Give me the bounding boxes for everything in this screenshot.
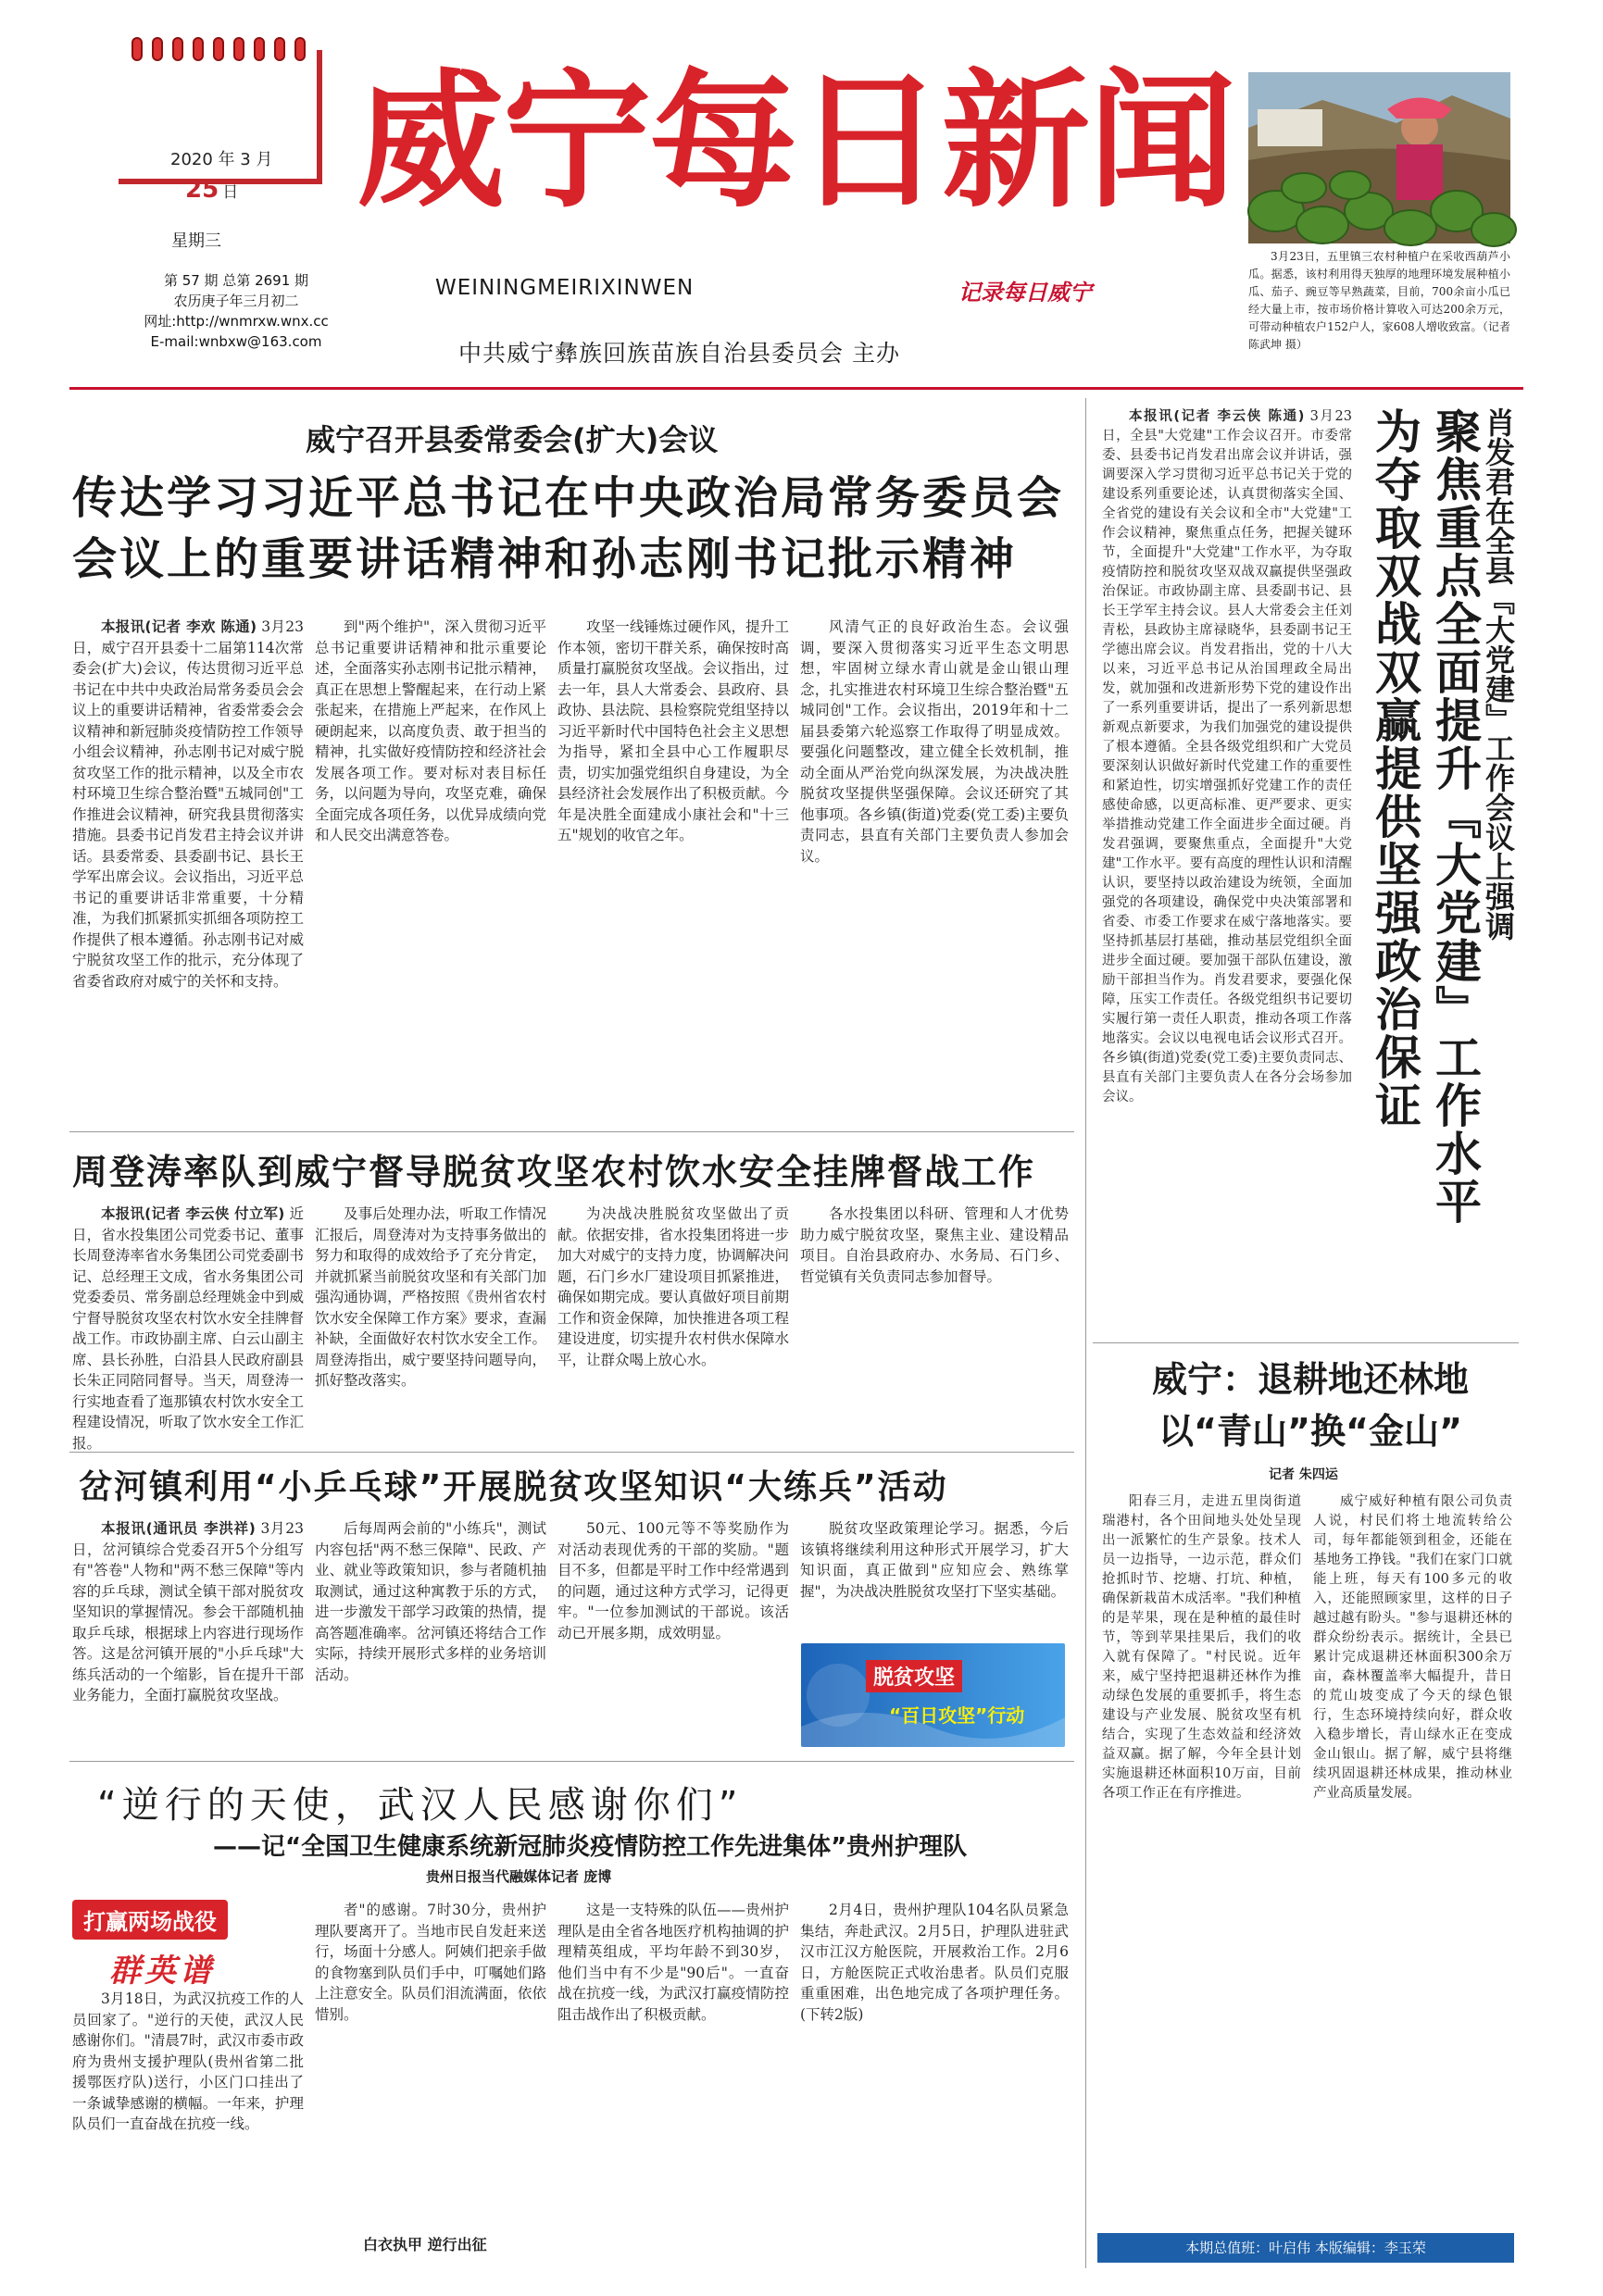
header-photo [1248, 72, 1510, 243]
footer-editors: 本期总值班：叶启伟 本版编辑：李玉荣 [1097, 2233, 1514, 2263]
email-link[interactable]: E-mail:wnbxw@163.com [150, 333, 322, 350]
article3-byline: 本报讯(通讯员 李洪祥) [101, 1520, 256, 1537]
article4-title: “逆行的天使，武汉人民感谢你们” [97, 1784, 744, 1827]
banner-subtitle: “百日攻坚”行动 [889, 1704, 1025, 1727]
lead-byline: 本报讯(记者 李欢 陈通) [101, 618, 257, 635]
article2-col-4: 各水投集团以科研、管理和人才优势助力威宁脱贫攻坚，聚焦主业、建设精品项目。自治县政府办、水务局、石门乡、哲觉镇有关负责同志参加督导。 [800, 1205, 1069, 1285]
lunar-date: 农历庚子年三月初二 [173, 293, 299, 309]
calendar-ring-icon [213, 37, 224, 61]
lead-col-4: 风清气正的良好政治生态。会议强调，要深入贯彻落实习近平生态文明思想，牢固树立绿水青山就是金山银山理念，扎实推进农村环境卫生综合整治暨"五城同创"工作。会议指出，2019年和十二届县委第六轮巡察工作取得了明显成效。要强化问题整改，建立健全长效机制，推动全面从严治党向纵深发展，为决战决胜脱贫攻坚提供坚强保障。会议还研究了其他事项。各乡镇(街道)党委(党工委)主要负责同志，县直有关部门主要负责人参加会议。 [800, 618, 1069, 865]
article4-byline: 贵州日报当代融媒体记者 庞博 [426, 1868, 612, 1885]
calendar-ring-icon [152, 37, 163, 61]
lead-col-2: 到"两个维护"，深入贯彻习近平总书记重要讲话精神和批示重要论述，全面落实孙志刚书记批示精神，真正在思想上警醒起来，在行动上紧张起来，在措施上严起来，在作风上硬朗起来，以高度负责、敢于担当的精神，扎实做好疫情防控和经济社会发展各项工作。要对标对表目标任务，以问题为导向，攻坚克难，确保全面完成各项任务，以优异成绩向党和人民交出满意答卷。 [315, 618, 546, 843]
lead-kicker: 威宁召开县委常委会(扩大)会议 [306, 422, 719, 457]
sidebar-bottom-title: 威宁：退耕地还林地 以“青山”换“金山” [1151, 1359, 1469, 1452]
article4-col-2: 者"的感谢。7时30分，贵州护理队要离开了。当地市民自发赶来送行，场面十分感人。阿姨们把亲手做的食物塞到队员们手中，叮嘱她们路上注意安全。队员们泪流满面，依依惜别。 [315, 1902, 546, 2023]
poverty-banner [801, 1643, 1065, 1747]
masthead-title: 威宁每日新闻 [357, 55, 1235, 228]
calendar-ring-icon [193, 37, 204, 61]
lead-col-3: 攻坚一线锤炼过硬作风，提升工作本领，密切干群关系，确保按时高质量打赢脱贫攻坚战。会议指出，过去一年，县人大常委会、县政府、县政协、县法院、县检察院党组坚持以习近平新时代中国特色社会主义思想为指导，紧扣全县中心工作履职尽责，切实加强党组织自身建设，为全县经济社会发展作出了积极贡献。今年是决胜全面建成小康社会和"十三五"规划的收官之年。 [557, 618, 789, 843]
section-divider [1093, 1342, 1519, 1343]
sidebar-title-b: 为夺取双战双赢提供坚强政治保证 [1368, 407, 1421, 1129]
heroes-badge [72, 1900, 294, 1990]
article3-col-3: 50元、100元等不等奖励作为对活动表现优秀的干部的奖励。"题目不多，但都是平时工作中经常遇到的问题，通过这种方式学习，记得更牢。"一位参加测试的干部说。该活动已开展多期，成效明显。 [557, 1520, 789, 1641]
sidebar-bottom-byline: 记者 朱四运 [1269, 1467, 1338, 1482]
calendar-ring-icon [274, 37, 285, 61]
calendar-weekday: 星期三 [171, 231, 221, 251]
website-link[interactable]: 网址:http://wnmrxw.wnx.cc [144, 313, 329, 330]
sidebar-body-upper: 本报讯(记者 李云侠 陈通) 3月23日，全县"大党建"工作会议召开。市委常委、县委书记肖发君出席会议并讲话，强调要深入学习贯彻习近平总书记关于党的建设系列重要论述，认真贯彻落实全国、全省党的建设有关会议和全市"大党建"工作会议精神，聚焦重点任务，把握关键环节，全面提升"大党建"工作水平，为夺取疫情防控和脱贫攻坚双战双赢提供坚强政治保证。市政协副主席、县委副书记、县长王学军主持会议。县人大常委会主任刘青松，县政协主席禄晓华，县委副书记王学德出席会议。肖发君指出，党的十八大以来，习近平总书记从治国理政全局出发，就加强和改进新形势下党的建设作出了一系列重要讲话，提出了一系列新思想新观点新要求，为我们加强党的建设提供了根本遵循。全县各级党组织和广大党员要深刻认识做好新时代党建工作的重要性和紧迫性，切实增强抓好党建工作的责任感使命感，以更高标准、更严要求、更实举措推动党建工作全面进步全面过硬。肖发君强调，要聚焦重点，全面提升"大党建"工作水平。要有高度的理性认识和清醒认识，要坚持以政治建设为统领，全面加强党的各项建设，确保党中央决策部署和省委、市委工作要求在威宁落地落实。要坚持抓基层打基础，推动基层党组织全面进步全面过硬。要加强干部队伍建设，激励干部担当作为。肖发君要求，要强化保障，压实工作责任。各级党组织书记要切实履行第一责任人职责，推动各项工作落地落实。会议以电视电话会议形式召开。各乡镇(街道)党委(党工委)主要负责同志、县直有关部门主要负责人在各分会场参加会议。 [1102, 409, 1353, 1104]
section-divider [69, 1452, 1074, 1453]
calendar-ring-icon [172, 37, 183, 61]
article4-col-4: 2月4日，贵州护理队104名队员紧急集结，奔赴武汉。2月5日，护理队进驻武汉市江汉方舱医院，开展救治工作。2月6日，方舱医院正式收治患者。队员们克服重重困难，出色地完成了各项护理任务。(下转2版) [800, 1902, 1069, 2023]
calendar-box [119, 50, 322, 204]
article2-title: 周登涛率队到威宁督导脱贫攻坚农村饮水安全挂牌督战工作 [72, 1152, 1036, 1192]
sidebar-title-a: 聚焦重点全面提升『大党建』工作水平 [1428, 407, 1482, 1226]
article3-col-2: 后每周两会前的"小练兵"，测试内容包括"两不愁三保障"、民政、产业、就业等政策知识，参与者随机抽取测试，通过这种寓教于乐的方式，进一步激发干部学习政策的热情，提高答题准确率。岔河镇还将结合工作实际，持续开展形式多样的业务培训活动。 [315, 1520, 546, 1683]
header-divider [69, 387, 1523, 390]
calendar-ring-icon [131, 37, 143, 61]
issue-info [125, 270, 347, 352]
sidebar-bottom-col-2: 威宁威好种植有限公司负责人说，村民们将土地流转给公司，每年都能领到租金，还能在基地务工挣钱。"我们在家门口就能上班，每天有100多元的收入，还能照顾家里，这样的日子越过越有盼头。"参与退耕还林的群众纷纷表示。据统计，全县已累计完成退耕还林面积300余万亩，森林覆盖率大幅提升，昔日的荒山坡变成了今天的绿色银行，生态环境持续向好，群众收入稳步增长，青山绿水正在变成金山银山。据了解，威宁县将继续巩固退耕还林成果，推动林业产业高质量发展。 [1313, 1494, 1512, 1801]
article4-subtitle: ——记“全国卫生健康系统新冠肺炎疫情防控工作先进集体”贵州护理队 [213, 1833, 968, 1861]
sidebar-byline: 本报讯(记者 李云侠 陈通) [1129, 409, 1305, 424]
sidebar-bottom-col-1: 阳春三月，走进五里岗街道瑞港村，各个田间地头处处呈现出一派繁忙的生产景象。技术人员一边指导，一边示范，群众们抢抓时节、挖塘、打坑、种植，确保新栽苗木成活率。"我们种植的是苹果，现在是种植的最佳时节，等到苹果挂果后，我们的收入就有保障了。"村民说。近年来，威宁坚持把退耕还林作为推动绿色发展的重要抓手，将生态建设与产业发展、脱贫攻坚有机结合，实现了生态效益和经济效益双赢。据了解，今年全县计划实施退耕还林面积10万亩，目前各项工作正在有序推进。 [1102, 1494, 1301, 1801]
column-divider [1085, 398, 1086, 2268]
article3-col-1: 本报讯(通讯员 李洪祥) 3月23日，岔河镇综合党委召开5个分组写有"答卷"人物和"两不愁三保障"等内容的乒乓球，测试全镇干部对脱贫攻坚知识的掌握情况。参会干部随机抽取乒乓球，根据球上内容进行现场作答。这是岔河镇开展的"小乒乓球"大练兵活动的一个缩影，旨在提升干部业务能力，全面打赢脱贫攻坚战。 [72, 1520, 304, 1703]
banner-title: 脱贫攻坚 [866, 1660, 962, 1692]
issue-number: 第 57 期 总第 2691 期 [163, 272, 309, 289]
sponsor-line: 中共威宁彝族回族苗族自治县委员会 主办 [458, 340, 900, 367]
article2-col-3: 为决战决胜脱贫攻坚做出了贡献。依据安排，省水投集团将进一步加大对威宁的支持力度，协调解决问题，石门乡水厂建设项目抓紧推进，确保如期完成。要认真做好项目前期工作和资金保障，加快推进各项工程建设进度，切实提升农村供水保障水平，让群众喝上放心水。 [557, 1205, 789, 1368]
article4-footer-label: 白衣执甲 逆行出征 [363, 2236, 487, 2253]
section-divider [69, 1761, 1074, 1762]
lead-col-1: 本报讯(记者 李欢 陈通) 3月23日，威宁召开县委十二届第114次常委会(扩大)会议，传达贯彻习近平总书记在中共中央政治局常务委员会会议上的重要讲话精神，省委常委会会议精神和新冠肺炎疫情防控工作领导小组会议精神，孙志刚书记对威宁脱贫攻坚工作的批示精神，以及全市农村环境卫生综合整治暨"五城同创"工作推进会议精神，研究我县贯彻落实措施。县委书记肖发君主持会议并讲话。县委常委、县委副书记、县长王学军出席会议。会议指出，习近平总书记的重要讲话非常重要，十分精准，为我们抓紧抓实抓细各项防控工作提供了根本遵循。孙志刚书记对威宁脱贫攻坚工作的批示，充分体现了省委省政府对威宁的关怀和支持。 [72, 618, 304, 990]
calendar-day: 25 日 [185, 176, 239, 204]
article3-title: 岔河镇利用“小乒乓球”开展脱贫攻坚知识“大练兵”活动 [79, 1468, 948, 1506]
lead-title: 传达学习习近平总书记在中央政治局常务委员会 会议上的重要讲话精神和孙志刚书记批示精神 [72, 472, 1065, 585]
masthead-slogan: 记录每日威宁 [958, 279, 1092, 306]
badge-subtitle: 群英谱 [109, 1953, 215, 1990]
calendar-year-month: 2020 年 3 月 [170, 150, 273, 169]
article2-col-2: 及事后处理办法，听取工作情况汇报后，周登涛对为支持事务做出的努力和取得的成效给予了充分肯定，并就抓紧当前脱贫攻坚和有关部门加强沟通协调，严格按照《贵州省农村饮水安全保障工作方案》要求，查漏补缺，全面做好农村饮水安全工作。周登涛指出，威宁要坚持问题导向，抓好整改落实。 [315, 1205, 546, 1389]
article4-col-1: 3月18日，为武汉抗疫工作的人员回家了。"逆行的天使，武汉人民感谢你们。"清晨7时，武汉市委市政府为贵州支援护理队(贵州省第二批援鄂医疗队)送行，小区门口挂出了一条诚挚感谢的横幅。一年来，护理队员们一直奋战在抗疫一线。 [72, 1990, 304, 2132]
masthead-pinyin: WEININGMEIRIXINWEN [435, 276, 695, 300]
calendar-ring-icon [294, 37, 306, 61]
calendar-ring-icon [233, 37, 244, 61]
article2-byline: 本报讯(记者 李云侠 付立军) [101, 1205, 285, 1222]
calendar-ring-icon [254, 37, 265, 61]
article4-col-3: 这是一支特殊的队伍——贵州护理队是由全省各地医疗机构抽调的护理精英组成，平均年龄不到30岁，他们当中有不少是"90后"。一直奋战在抗疫一线，为武汉打赢疫情防控阻击战作出了积极贡献。 [557, 1902, 789, 2023]
article2-col-1: 本报讯(记者 李云侠 付立军) 近日，省水投集团公司党委书记、董事长周登涛率省水务集团公司党委副书记、总经理王文成，省水务集团公司党委委员、常务副总经理姚金中到威宁督导脱贫攻坚农村饮水安全挂牌督战工作。市政协副主席、白云山副主席、县长孙胜，白沿县人民政府副县长朱正同陪同督导。当天，周登涛一行实地查看了迤那镇农村饮水安全工程建设情况，听取了饮水安全工作汇报。 [72, 1205, 304, 1452]
sidebar-kicker: 肖发君在全县『大党建』工作会议上强调 [1481, 407, 1516, 941]
article3-col-4: 脱贫攻坚政策理论学习。据悉，今后该镇将继续利用这种形式开展学习，扩大知识面，真正做到"应知应会、熟练掌握"，为决战决胜脱贫攻坚打下坚实基础。 [800, 1520, 1069, 1600]
header-photo-caption: 3月23日，五里镇三农村种植户在采收西葫芦小瓜。据悉，该村利用得天独厚的地理环境发展种植小瓜、茄子、豌豆等早熟蔬菜，目前，700余亩小瓜已经大量上市，按市场价格计算收入可达200余万元，可带动种植农户152户人，家608人增收致富。（记者 陈武坤 摄） [1248, 250, 1510, 351]
badge-title: 打赢两场战役 [72, 1900, 228, 1940]
section-divider [69, 1131, 1074, 1132]
